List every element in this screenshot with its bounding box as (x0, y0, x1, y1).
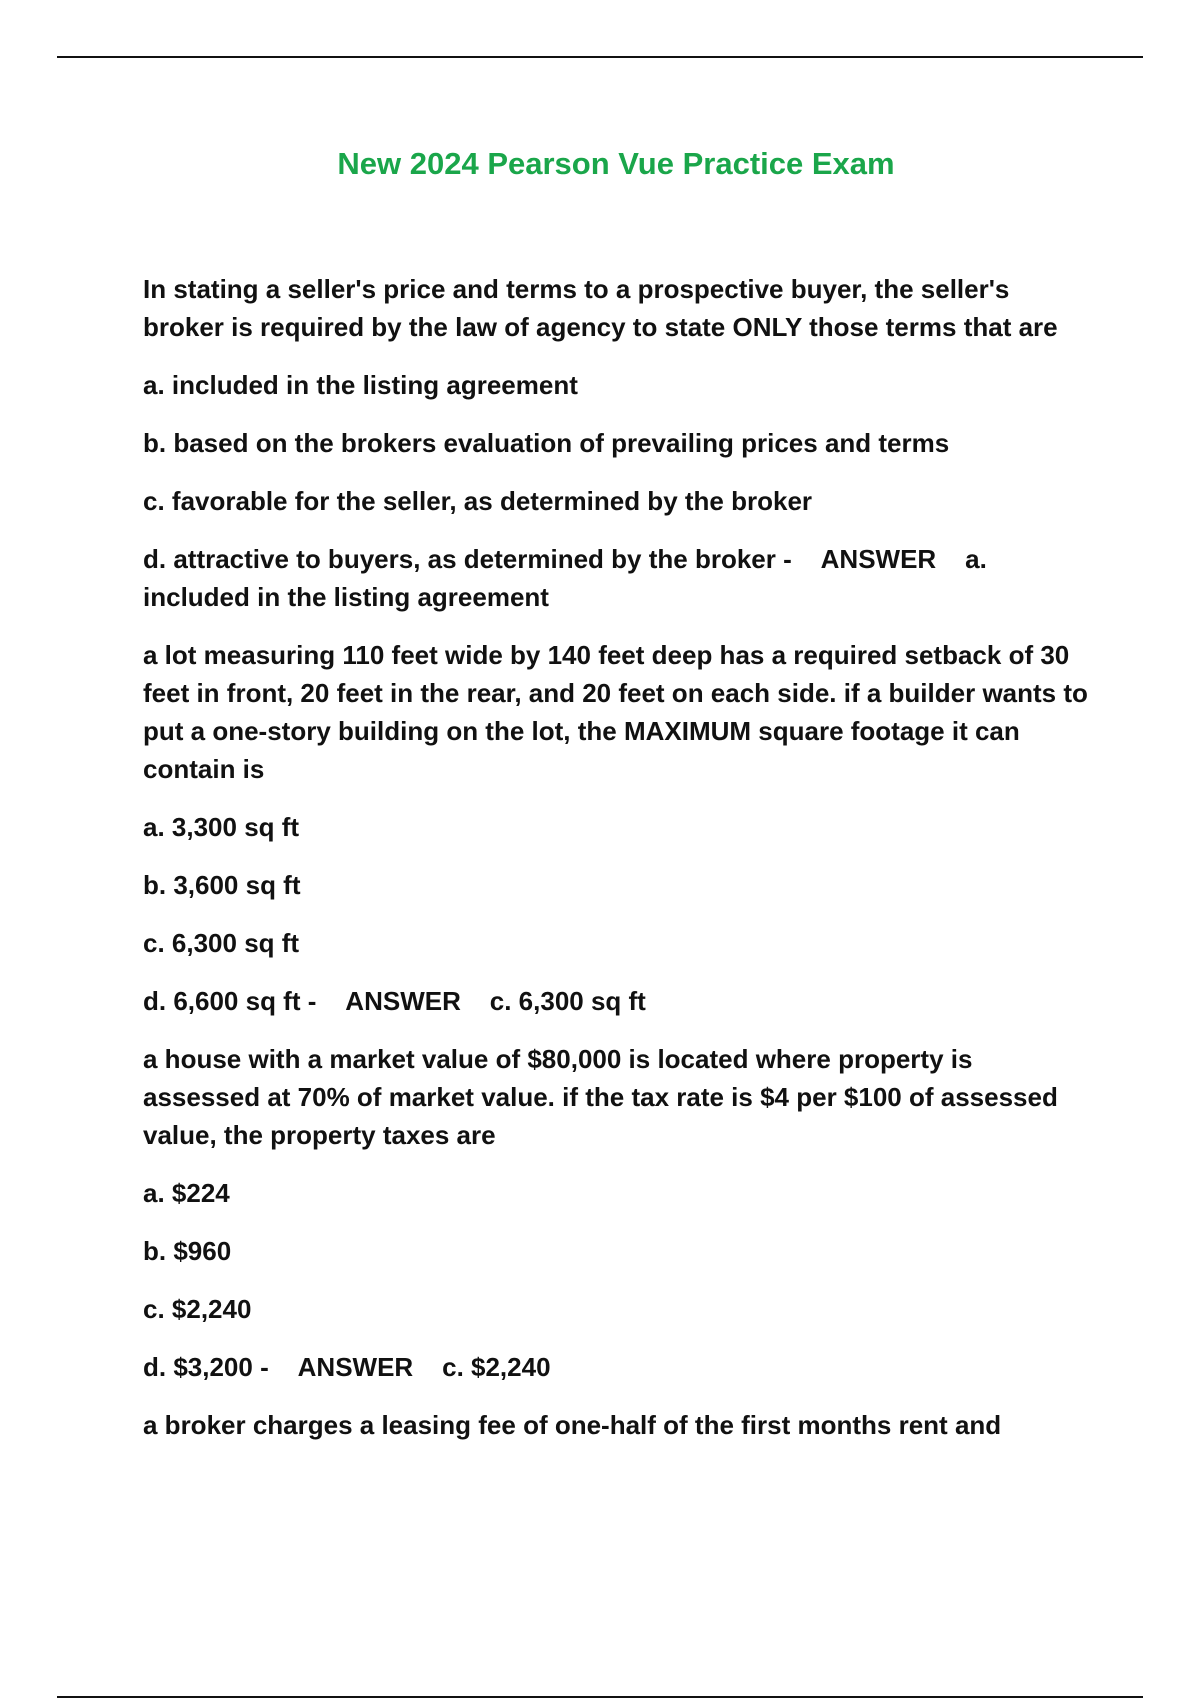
option-c: c. favorable for the seller, as determined by the broker (143, 486, 813, 516)
option-d: d. $3,200 - (143, 1352, 269, 1382)
question-block (143, 636, 1093, 1020)
option-c: c. $2,240 (143, 1294, 252, 1324)
option-b: b. based on the brokers evaluation of prevailing prices and terms (143, 428, 950, 458)
answer-text: c. $2,240 (442, 1352, 551, 1382)
option-d-with-answer (143, 540, 1093, 616)
option-d-with-answer (143, 982, 1093, 1020)
answer-label: ANSWER (297, 1352, 414, 1382)
option-a: a. included in the listing agreement (143, 370, 578, 400)
option-b: b. $960 (143, 1236, 232, 1266)
answer-text: c. 6,300 sq ft (489, 986, 646, 1016)
option-a: a. $224 (143, 1178, 230, 1208)
document-title: New 2024 Pearson Vue Practice Exam (337, 146, 895, 181)
top-rule (57, 56, 1143, 58)
answer-label: ANSWER (345, 986, 461, 1016)
trailing-question-text: a broker charges a leasing fee of one-half of the first months rent and (143, 1410, 1002, 1440)
question-block (143, 270, 1093, 616)
answer-label: ANSWER (820, 544, 937, 574)
option-d: d. 6,600 sq ft - (143, 986, 317, 1016)
bottom-rule (57, 1696, 1143, 1698)
question-text: a lot measuring 110 feet wide by 140 feet deep has a required setback of 30 feet in front, 20 feet in the rear, and 20 feet on each side. if a builder wants to put a one-story building on the lot, the MAXIMUM square footage it can contain is (143, 640, 1088, 784)
option-d-with-answer (143, 1348, 1093, 1386)
option-c: c. 6,300 sq ft (143, 928, 300, 958)
question-text: In stating a seller's price and terms to a prospective buyer, the seller's broker is required by the law of agency to state ONLY those terms that are (143, 274, 1058, 342)
question-block (143, 1040, 1093, 1386)
document-body (143, 270, 1093, 1464)
option-d: d. attractive to buyers, as determined by the broker - (143, 544, 792, 574)
option-a: a. 3,300 sq ft (143, 812, 300, 842)
option-b: b. 3,600 sq ft (143, 870, 301, 900)
question-text: a house with a market value of $80,000 is located where property is assessed at 70% of market value. if the tax rate is $4 per $100 of assessed value, the property taxes are (143, 1044, 1058, 1150)
answer-text: a. included in the listing agreement (143, 544, 987, 612)
